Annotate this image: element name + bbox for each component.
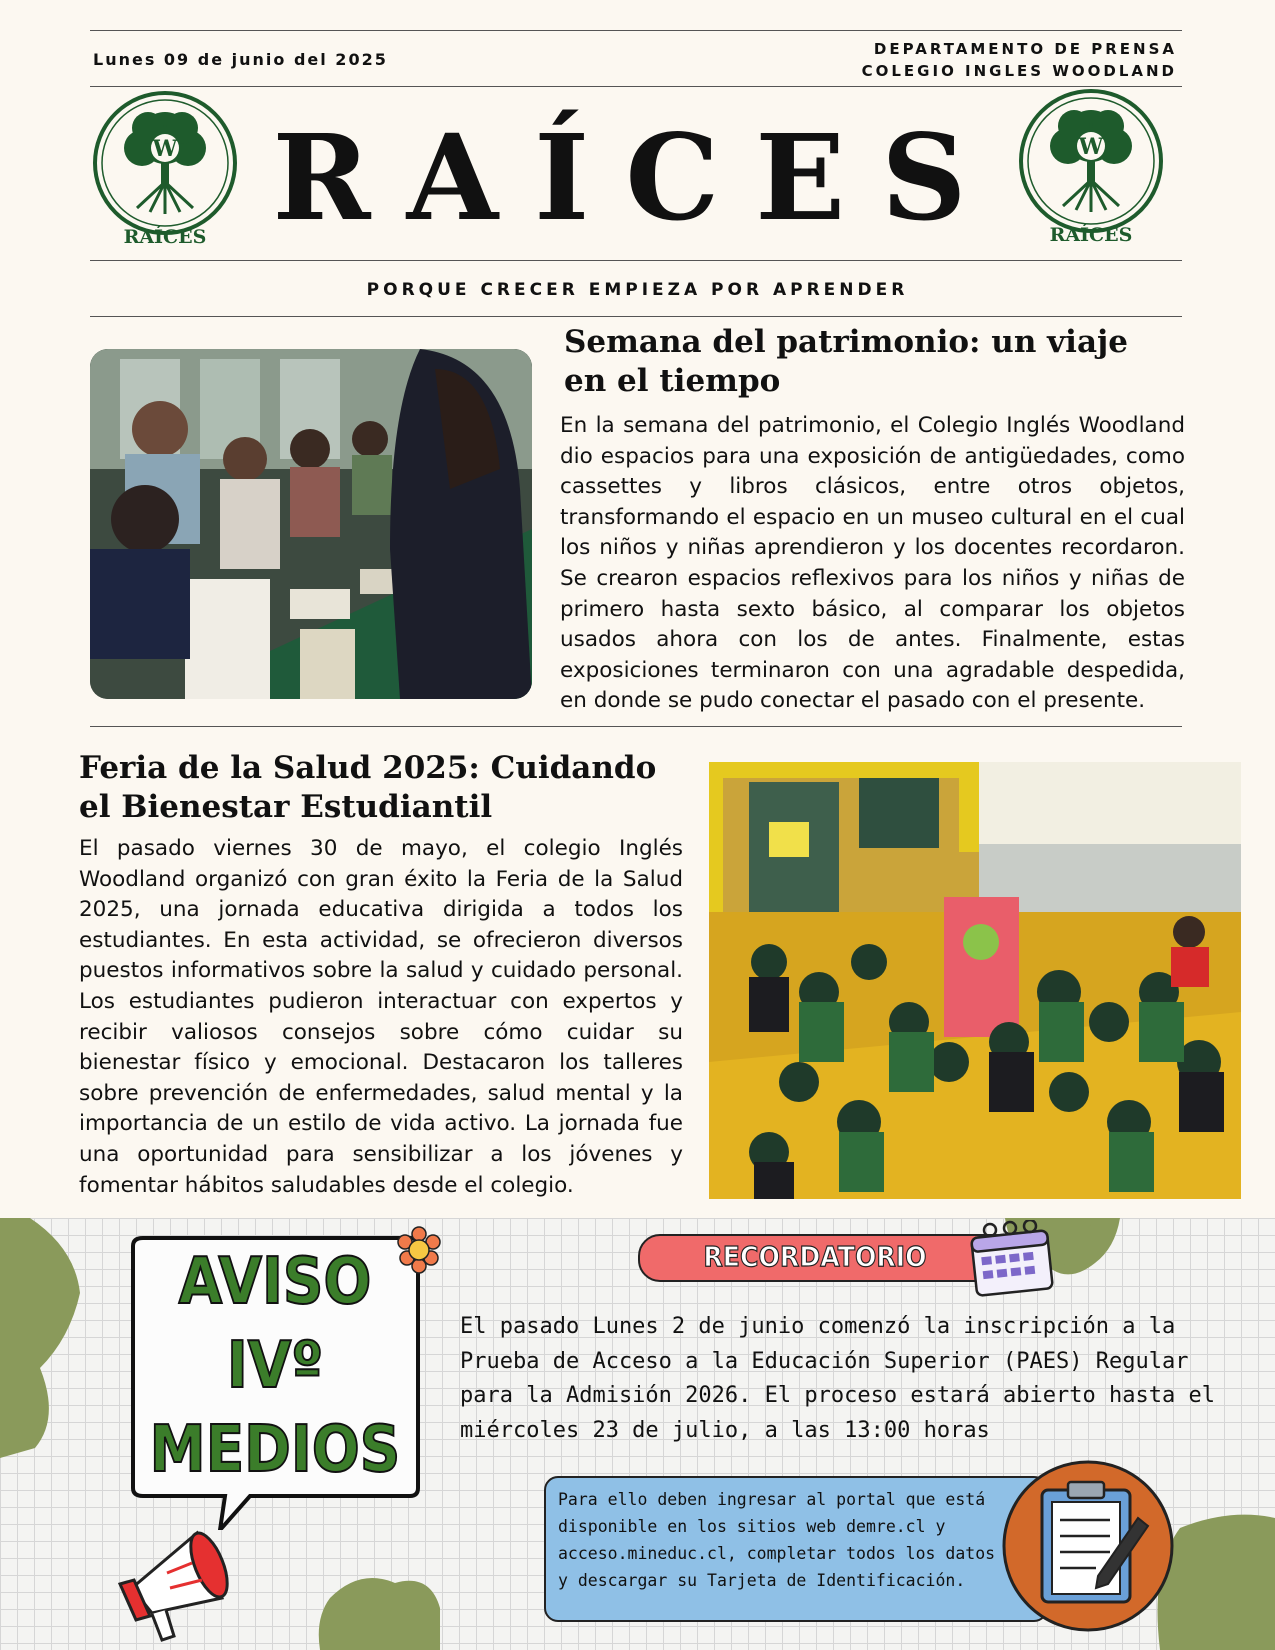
heritage-week-title: Semana del patrimonio: un viaje en el tiempo <box>564 324 1128 399</box>
calendar-icon <box>968 1220 1058 1298</box>
school-logo-right <box>1018 88 1164 248</box>
aviso-line-3: MEDIOS <box>149 1413 401 1487</box>
notice-section <box>0 1218 1275 1650</box>
paes-notice-text: El pasado Lunes 2 de junio comenzó la inscripción a la Prueba de Acceso a la Educación Superior (PAES) Regular para la Admisión 2026. El proceso estará abierto hasta el miércoles 23 de julio, a las 13:00 horas <box>460 1314 1215 1443</box>
portal-info-text: Para ello deben ingresar al portal que está disponible en los sitios web demre.cl y acceso.mineduc.cl, completar todos los datos y descargar su Tarjeta de Identificación. <box>558 1490 996 1590</box>
school-logo-left <box>92 90 238 250</box>
issue-date: Lunes 09 de junio del 2025 <box>93 50 388 69</box>
department-line: DEPARTAMENTO DE PRENSA <box>873 40 1177 58</box>
tagline: PORQUE CRECER EMPIEZA POR APRENDER <box>366 280 909 300</box>
school-line: COLEGIO INGLES WOODLAND <box>861 62 1177 80</box>
logo-letter: W <box>1078 134 1104 160</box>
clipboard-icon <box>998 1458 1183 1633</box>
logo-caption: RAÍCES <box>1049 224 1133 246</box>
aviso-line-1: AVISO <box>178 1245 372 1319</box>
aviso-heading <box>149 1240 401 1492</box>
portal-info-box <box>544 1476 1048 1622</box>
recordatorio-banner <box>638 1234 1017 1282</box>
logo-letter: W <box>152 136 178 162</box>
department-credit <box>862 38 1177 82</box>
megaphone-icon <box>112 1518 242 1648</box>
masthead-rule <box>90 260 1182 261</box>
recordatorio-label: RECORDATORIO <box>703 1240 927 1273</box>
aviso-line-2: IVº <box>226 1329 324 1403</box>
article-divider <box>90 726 1182 727</box>
tagline-rule <box>90 316 1182 317</box>
heritage-week-photo <box>90 349 532 699</box>
masthead-title: RAÍCES <box>272 108 1003 247</box>
flower-icon <box>395 1226 443 1274</box>
health-fair-title: Feria de la Salud 2025: Cuidando el Bienestar Estudiantil <box>79 750 657 825</box>
health-fair-photo <box>709 762 1241 1199</box>
header-rule <box>90 86 1182 87</box>
top-rule <box>90 30 1182 31</box>
health-fair-body: El pasado viernes 30 de mayo, el colegio Inglés Woodland organizó con gran éxito la Feria de la Salud 2025, una jornada educativa dirigida a todos los estudiantes. En esta actividad, se ofrecieron diversos puestos informativos sobre la salud y cuidado personal. Los estudiantes pudieron interactuar con expertos y recibir valiosos consejos sobre cómo cuidar su bienestar físico y emocional. Destacaron los talleres sobre prevención de enfermedades, salud mental y la importancia de un estilo de vida activo. La jornada fue una oportunidad para sensibilizar a los jóvenes y fomentar hábitos saludables desde el colegio. <box>79 836 683 1198</box>
logo-caption: RAÍCES <box>123 226 207 248</box>
heritage-week-body: En la semana del patrimonio, el Colegio Inglés Woodland dio espacios para una exposición de antigüedades, como cassettes y libros clásicos, entre otros objetos, transformando el espacio en un museo cultural en el cual los niños y niñas aprendieron y los docentes recordaron. Se crearon espacios reflexivos para los niños y niñas de primero hasta sexto básico, al comparar los objetos usados ahora con los de antes. Finalmente, estas exposiciones terminaron con una agradable despedida, en donde se pudo conectar el pasado con el presente. <box>560 413 1185 714</box>
